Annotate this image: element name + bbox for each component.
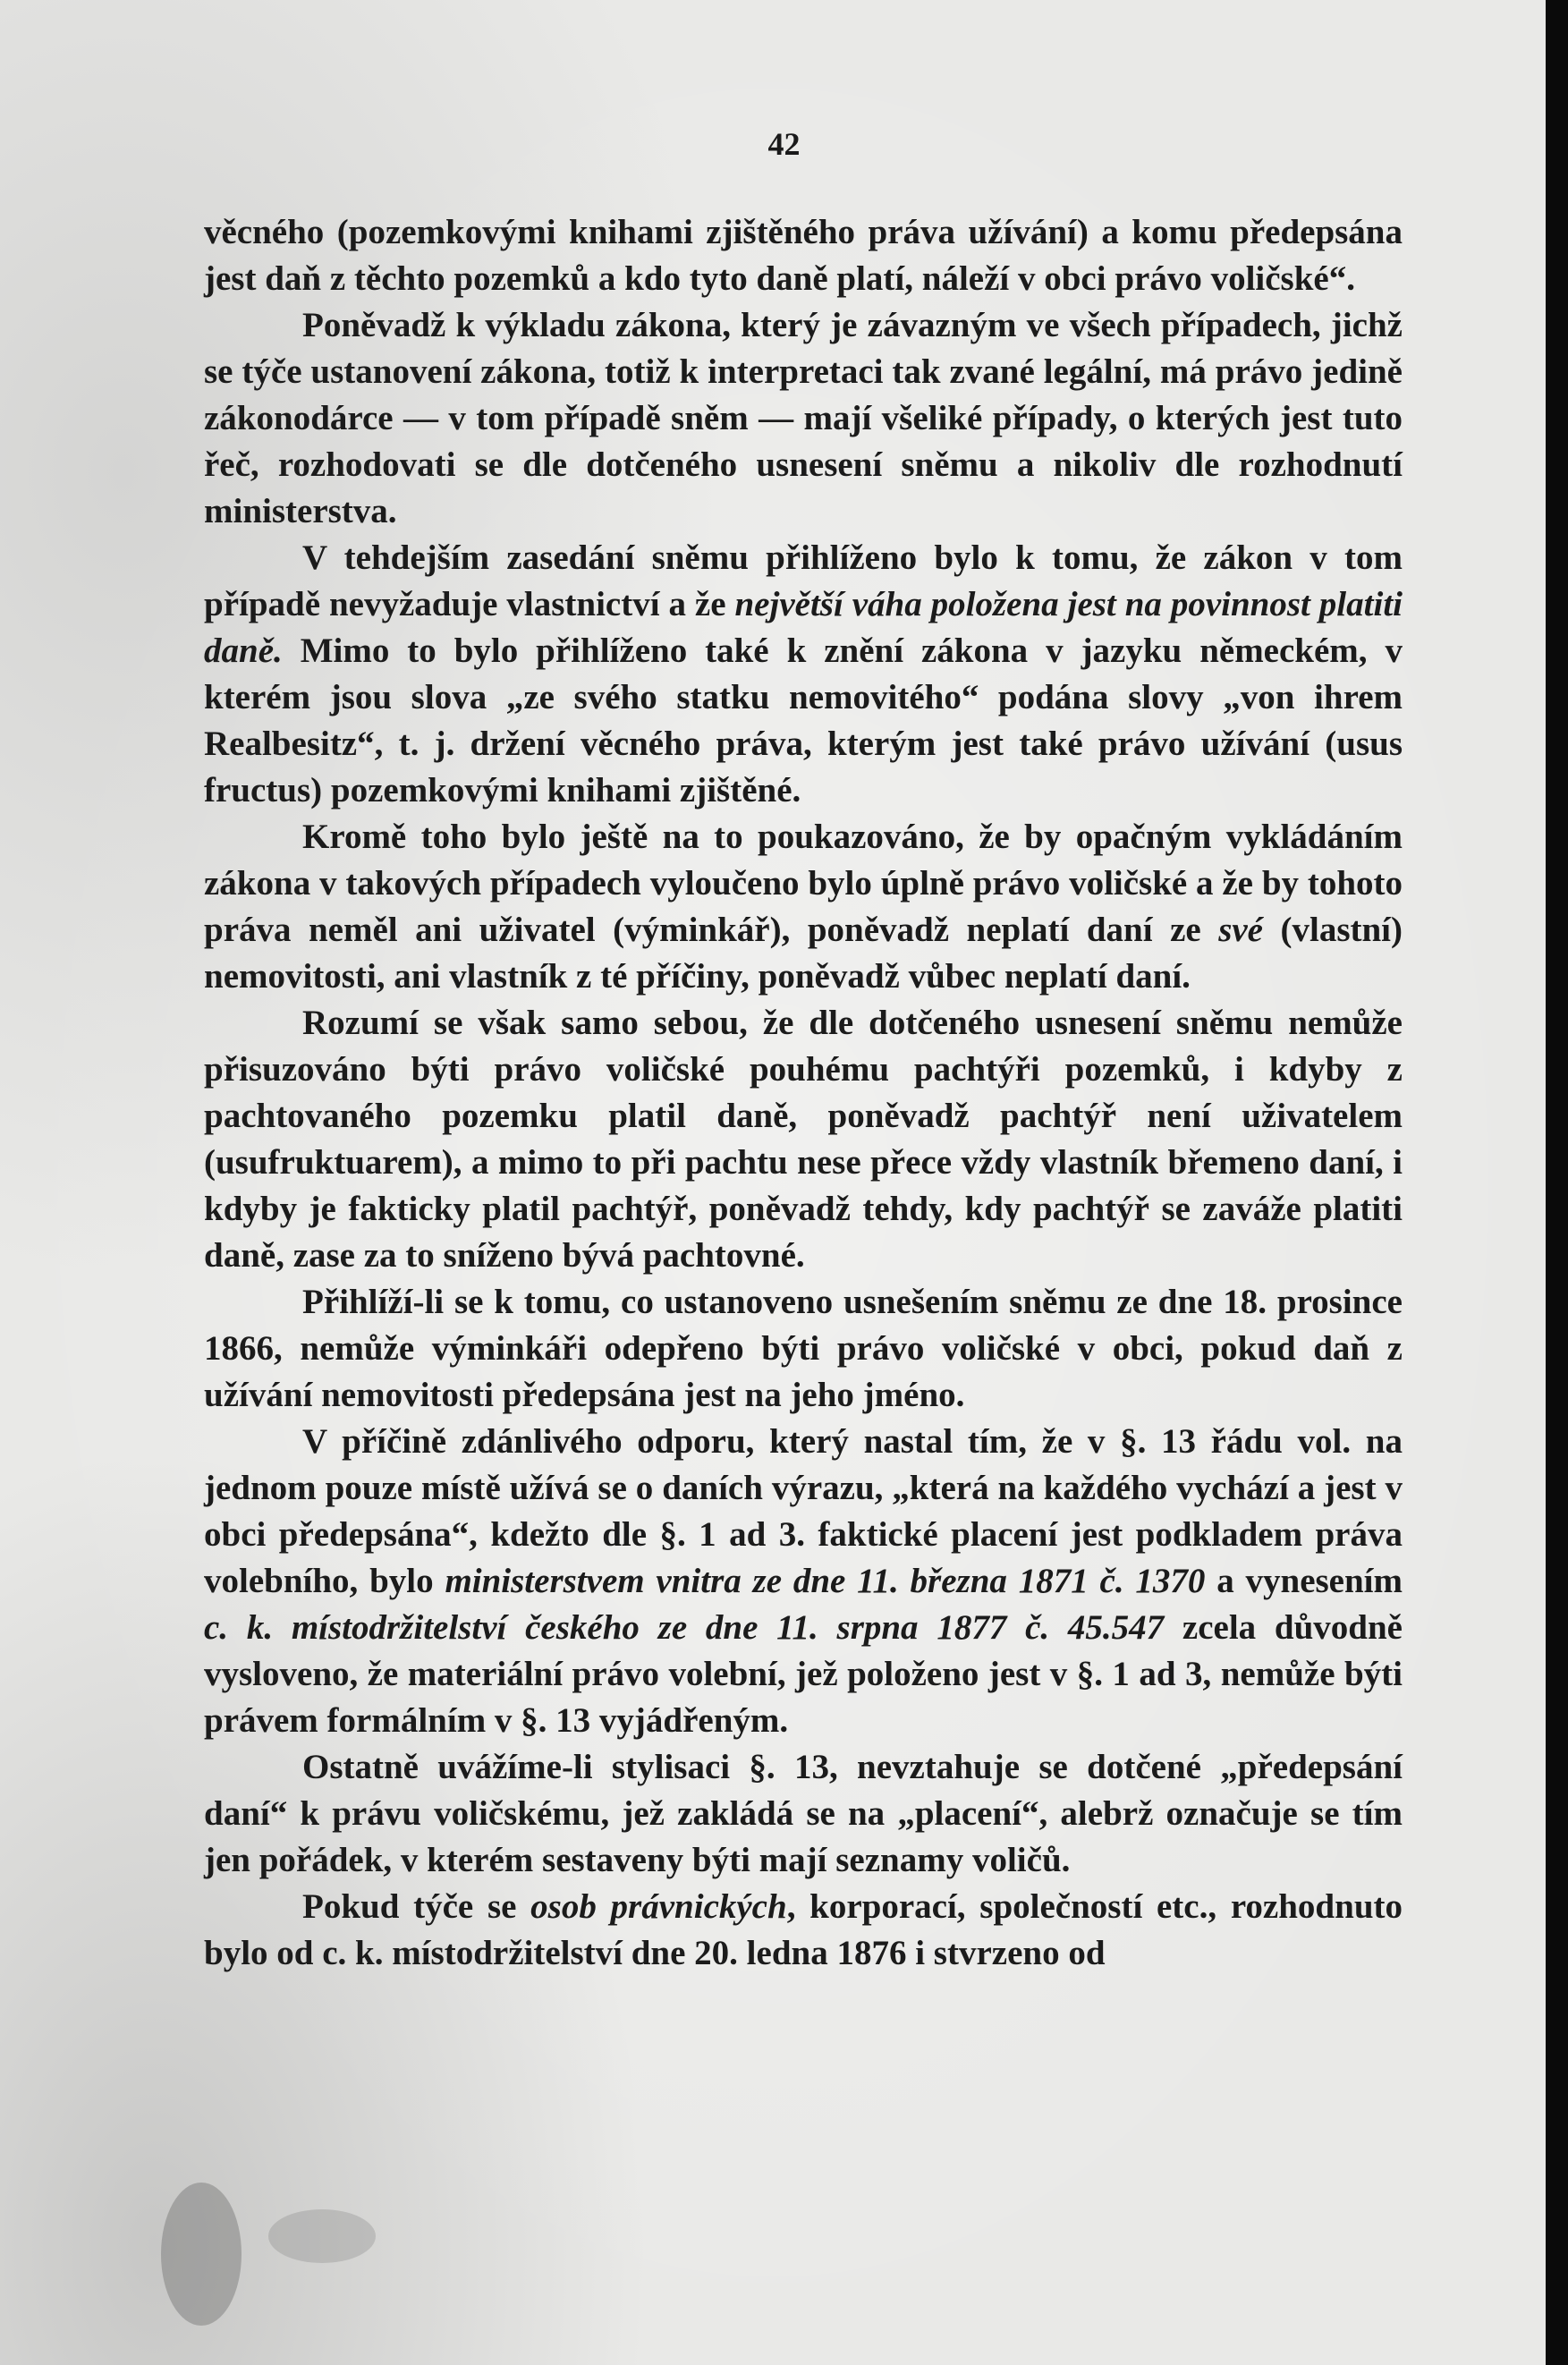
paragraph-text: Kromě toho bylo ještě na to poukazováno, že by opačným vykládáním zákona v takových případech vyloučeno bylo úplně právo voličské a že by tohoto práva neměl ani uživatel (výminkář), poněvadž neplatí daní ze [204, 818, 1403, 949]
emphasis-text: c. k. místodržitelství českého ze dne 11. srpna 1877 č. 45.547 [204, 1608, 1165, 1647]
paragraph-text: Přihlíží-li se k tomu, co ustanoveno usnešením sněmu ze dne 18. prosince 1866, nemůže výminkáři odepřeno býti právo voličské v obci, pokud daň z užívání nemovitosti předepsána jest na jeho jméno. [204, 1283, 1403, 1414]
emphasis-text: osob právnických [530, 1887, 787, 1926]
paragraph [204, 1744, 1403, 1884]
paragraph [204, 1000, 1403, 1279]
paragraph-text: zcela důvodně vysloveno, že materiální právo volební, jež položeno jest v §. 1 ad 3, nemůže býti právem formálním v §. 13 vyjádřeným. [204, 1608, 1403, 1740]
paragraph-text: Mimo to bylo přihlíženo také k znění zákona v jazyku německém, v kterém jsou slova „ze svého statku nemovitého“ podána slovy „von ihrem Realbesitz“, t. j. držení věcného práva, kterým jest také právo užívání (usus fructus) pozemkovými knihami zjištěné. [204, 632, 1403, 810]
paragraph-text: věcného (pozemkovými knihami zjištěného práva užívání) a komu předepsána jest daň z těchto pozemků a kdo tyto daně platí, náleží v obci právo voličské“. [204, 213, 1403, 298]
emphasis-text: ministerstvem vnitra ze dne 11. března 1871 č. 1370 [445, 1562, 1206, 1600]
paragraph [204, 1884, 1403, 1977]
paragraph [204, 814, 1403, 1000]
paragraph [204, 1279, 1403, 1419]
paragraph [204, 1419, 1403, 1744]
paragraph-text: Poněvadž k výkladu zákona, který je závazným ve všech případech, jichž se týče ustanovení zákona, totiž k interpretaci tak zvané legální, má právo jedině zákonodárce — v tom případě sněm — mají všeliké případy, o kterých jest tuto řeč, rozhodovati se dle dotčeného usnesení sněmu a nikoliv dle rozhodnutí ministerstva. [204, 306, 1403, 530]
paragraph-text: a vynesením [1205, 1562, 1403, 1600]
paragraph [204, 209, 1403, 302]
paragraph [204, 302, 1403, 535]
body-text [204, 209, 1403, 1977]
page-number: 42 [767, 126, 801, 162]
paragraph-text: (vlastní) nemovitosti, ani vlastník z té příčiny, poněvadž vůbec neplatí daní. [204, 911, 1403, 996]
paragraph-text: V příčině zdánlivého odporu, který nastal tím, že v §. 13 řádu vol. na jednom pouze místě užívá se o daních výrazu, „která na každého vychází a jest v obci předepsána“, kdežto dle §. 1 ad 3. faktické placení jest podkladem práva volebního, bylo [204, 1422, 1403, 1600]
paragraph-text: , korporací, společností etc., rozhodnuto bylo od c. k. místodržitelství dne 20. ledna 1876 i stvrzeno od [204, 1887, 1403, 1972]
scan-edge [1546, 0, 1568, 2365]
paragraph [204, 535, 1403, 814]
paragraph-text: Pokud týče se [302, 1887, 531, 1926]
page-smudge [161, 2183, 242, 2326]
paragraph-text: V tehdejším zasedání sněmu přihlíženo bylo k tomu, že zákon v tom případě nevyžaduje vlastnictví a že [204, 538, 1403, 623]
emphasis-text: největší váha položena jest na povinnost platiti daně. [204, 585, 1403, 670]
paragraph-text: Rozumí se však samo sebou, že dle dotčeného usnesení sněmu nemůže přisuzováno býti právo voličské pouhému pachtýři pozemků, i kdyby z pachtovaného pozemku platil daně, poněvadž pachtýř není uživatelem (usufruktuarem), a mimo to při pachtu nese přece vždy vlastník břemeno daní, i kdyby je fakticky platil pachtýř, poněvadž tehdy, kdy pachtýř se zaváže platiti daně, zase za to sníženo bývá pachtovné. [204, 1004, 1403, 1275]
paragraph-text: Ostatně uvážíme-li stylisaci §. 13, nevztahuje se dotčené „předepsání daní“ k právu voličskému, jež zakládá se na „placení“, alebrž označuje se tím jen pořádek, v kterém sestaveny býti mají seznamy voličů. [204, 1748, 1403, 1879]
page-smudge [268, 2209, 376, 2263]
emphasis-text: své [1218, 911, 1263, 949]
